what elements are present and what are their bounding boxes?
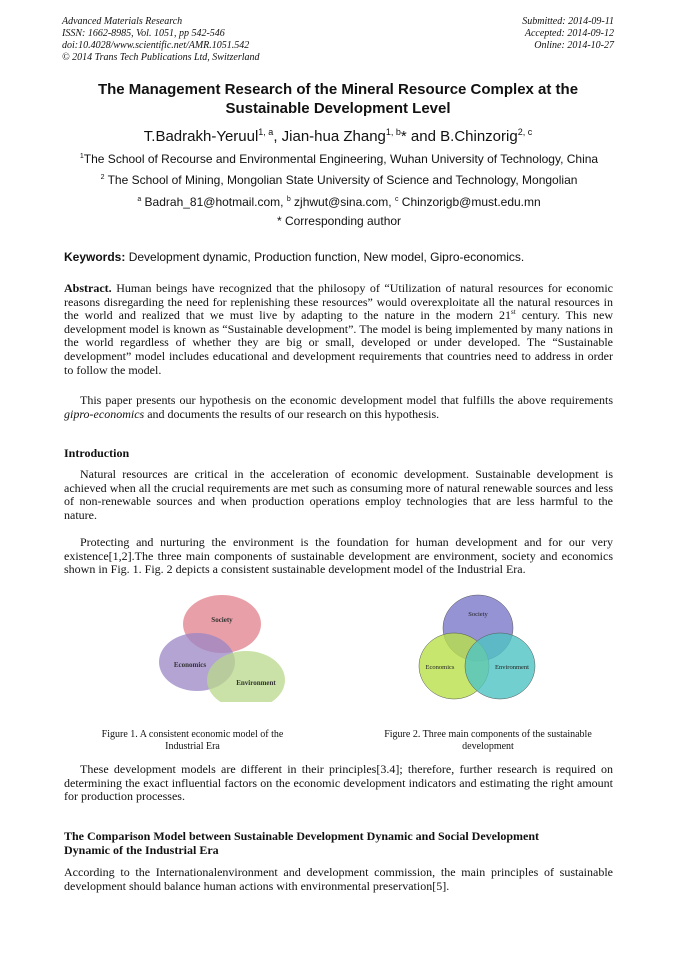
introduction-p1-text: Natural resources are critical in the acceleration of economic development. Sustainable development is achieved when all the crucial requirements are met such as consuming more of natural renewable sources and less of non-renewable sources and when production operations employ technologies that are less harmful to the nature.: [64, 467, 613, 522]
abstract-text-a: Human beings have recognized that the philosopy of “Utilization of natural resources for economic reasons disregarding the need for replenishing these resources” would overexploitate all the natural resources in the world and realized that we must live by adapting to the nature in the modern 21: [64, 281, 613, 323]
abstract-text-b: century. This new development model is known as “Sustainable development”. The model is being implemented by many nations in the world regardless of whether they are big or small, developed or under developed. The “Sustainable development” model includes educational and development requirements that countries need to address in order to follow the model.: [64, 308, 613, 377]
affiliation-1: [40, 150, 638, 166]
email-b[interactable]: zjhwut@sina.com,: [290, 195, 395, 209]
comparison-paragraph-1: [64, 866, 613, 893]
fig2-caption-line-1: Figure 2. Three main components of the sustainable: [384, 729, 592, 740]
email-a-mark: a: [137, 196, 142, 203]
comparison-p1-text: According to the Internationalenvironment and development commission, the main principles of sustainable development should balance human actions with environmental preservation[5].: [64, 865, 613, 893]
author-separator: ,: [273, 128, 282, 145]
journal-doi: doi:10.4028/www.scientific.net/AMR.1051.542: [62, 40, 250, 51]
abstract-p2-text-b: and documents the results of our research on this hypothesis.: [144, 406, 440, 421]
affiliation-2-text: The School of Mining, Mongolian State University of Science and Technology, Mongolian: [104, 173, 578, 187]
comparison-heading-line-1: The Comparison Model between Sustainable Development Dynamic and Social Development: [64, 829, 539, 843]
dates-header: [522, 16, 614, 52]
author-3: B.Chinzorig: [440, 128, 518, 145]
submitted-date: Submitted: 2014-09-11: [522, 16, 614, 27]
introduction-p2-text: Protecting and nurturing the environment is the foundation for human development and for our very existence[1,2].The three main components of sustainable development are environment, society and economics shown in Fig. 1. Fig. 2 depicts a consistent sustainable development model of the Industrial Era.: [64, 535, 613, 577]
introduction-paragraph-1: [64, 468, 613, 522]
journal-header: [62, 16, 260, 64]
figure-2-caption: [362, 729, 614, 753]
introduction-heading: Introduction: [64, 446, 130, 460]
abstract-paragraph-2: [64, 394, 613, 421]
comparison-heading-line-2: Dynamic of the Industrial Era: [64, 843, 219, 857]
fig2-environment-label: Environment: [495, 664, 529, 671]
comparison-heading: [64, 829, 613, 857]
figure-1-caption: [80, 729, 305, 753]
journal-copyright: © 2014 Trans Tech Publications Ltd, Switzerland: [62, 52, 260, 63]
figure-2-venn: [412, 594, 542, 706]
figure-1-venn: [150, 590, 298, 702]
fig1-caption-line-2: Industrial Era: [165, 741, 220, 752]
keywords-label: Keywords:: [64, 250, 126, 264]
email-c-mark: c: [394, 196, 399, 203]
author-1: T.Badrakh-Yeruul: [143, 128, 259, 145]
corresponding-author: * Corresponding author: [276, 214, 402, 228]
fig1-economics-label: Economics: [173, 661, 207, 669]
title-line-2: Sustainable Development Level: [225, 100, 451, 117]
author-3-affil: 2, c: [517, 127, 533, 137]
abstract-sup-st: st: [511, 308, 516, 317]
fig2-society-label: Society: [468, 611, 488, 618]
keywords: [64, 250, 616, 264]
email-a[interactable]: Badrah_81@hotmail.com,: [141, 195, 287, 209]
author-separator-and: and: [406, 128, 441, 145]
author-2-affil: 1, b: [385, 127, 401, 137]
author-list: [62, 123, 614, 146]
affiliation-1-mark: 1: [79, 153, 84, 160]
fig1-environment-label: Environment: [236, 679, 276, 687]
abstract-p2-emphasis: gipro-economics: [64, 406, 145, 421]
fig2-economics-label: Economics: [425, 664, 455, 671]
affiliation-1-text: The School of Recourse and Environmental Engineering, Wuhan University of Technology, China: [83, 152, 599, 166]
fig1-caption-line-1: Figure 1. A consistent economic model of the: [101, 729, 284, 740]
title-line-1: The Management Research of the Mineral Resource Complex at the: [97, 81, 579, 98]
fig2-caption-line-2: development: [462, 741, 514, 752]
introduction-paragraph-2: [64, 536, 613, 577]
email-line: [40, 193, 638, 209]
email-b-mark: b: [286, 196, 291, 203]
journal-issn: ISSN: 1662-8985, Vol. 1051, pp 542-546: [62, 28, 225, 39]
keywords-text: Development dynamic, Production function, New model, Gipro-economics.: [125, 250, 525, 264]
abstract-p2-text-a: This paper presents our hypothesis on the economic development model that fulfills the above requirements: [80, 393, 613, 407]
abstract-paragraph-1: [64, 282, 613, 377]
paper-title: [62, 80, 614, 118]
journal-name: Advanced Materials Research: [62, 16, 183, 27]
accepted-date: Accepted: 2014-09-12: [524, 28, 614, 39]
email-c[interactable]: Chinzorigb@must.edu.mn: [398, 195, 541, 209]
introduction-paragraph-3: [64, 763, 613, 804]
affiliation-2: [40, 171, 638, 187]
abstract-label: Abstract.: [64, 281, 112, 295]
introduction-p3-text: These development models are different in their principles[3.4]; therefore, further research is required on determining the exact influential factors on the economic development indicators and estimating the right amount for production processes.: [64, 762, 613, 804]
corresponding-star: *: [400, 128, 407, 145]
author-1-affil: 1, a: [258, 127, 274, 137]
fig1-society-label: Society: [211, 616, 233, 624]
online-date: Online: 2014-10-27: [534, 40, 614, 51]
affiliation-2-mark: 2: [100, 174, 105, 181]
author-2: Jian-hua Zhang: [281, 128, 386, 145]
